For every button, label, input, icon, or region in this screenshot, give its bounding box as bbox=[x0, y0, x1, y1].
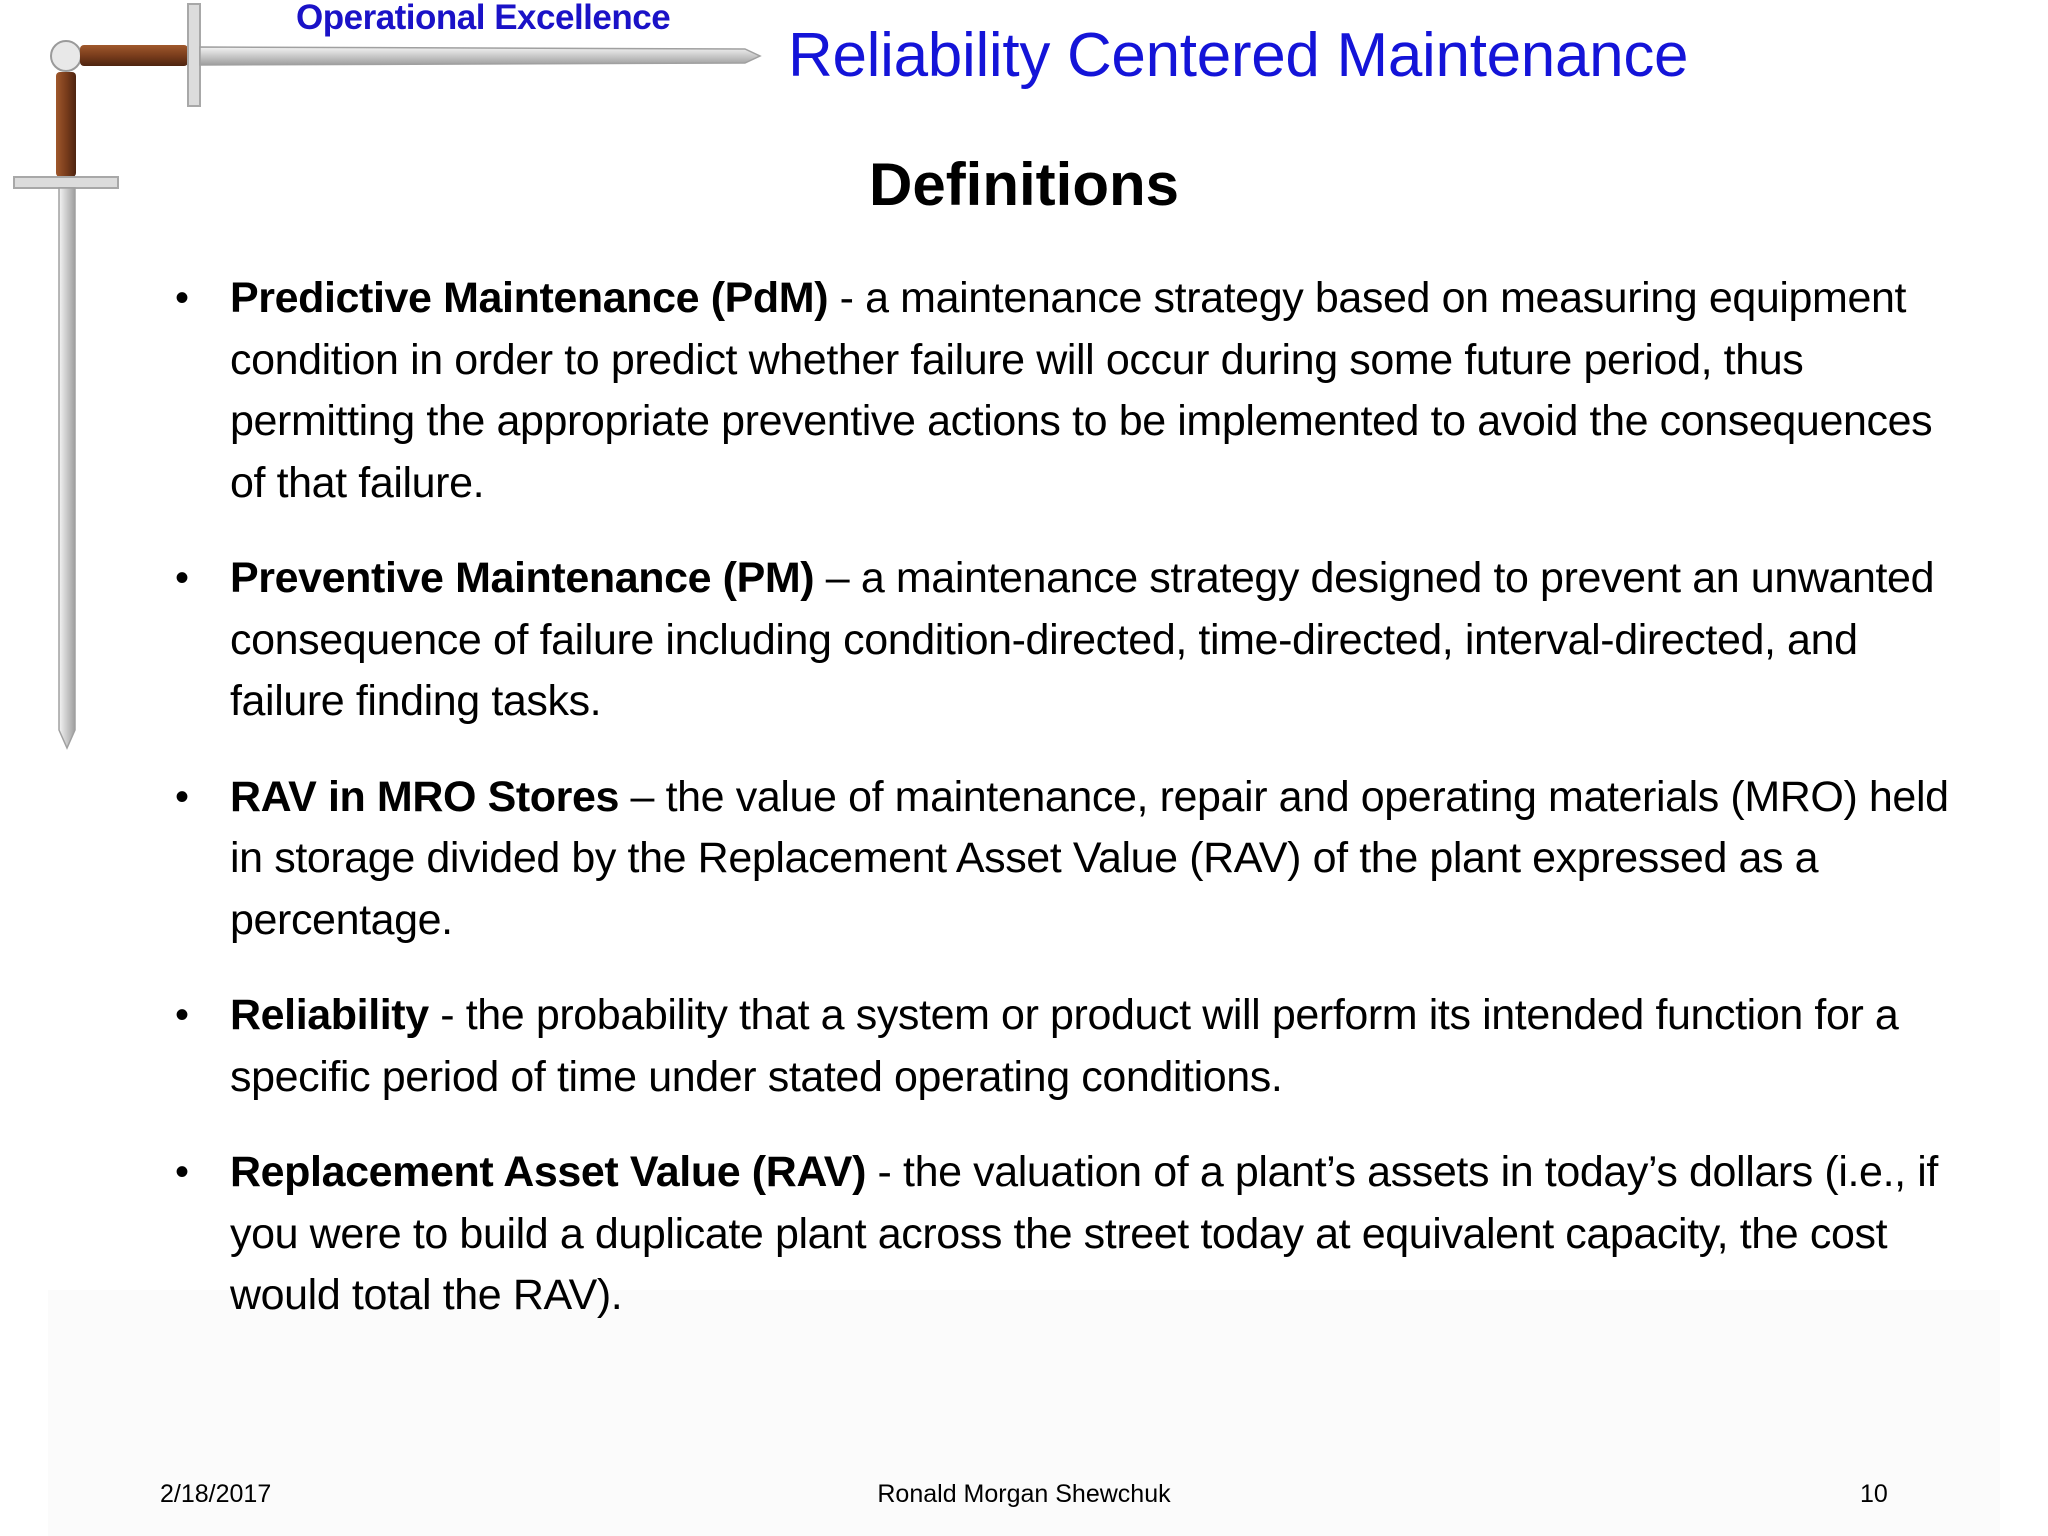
definition-item bbox=[170, 1142, 1970, 1327]
definition-term: Preventive Maintenance (PM) bbox=[230, 554, 815, 602]
definition-text: the value of maintenance, repair and operating materials (MRO) held in storage divided by the Replacement Asset Value (RAV) of the plant expressed as a percentage. bbox=[230, 772, 1949, 944]
bullet-icon: • bbox=[175, 774, 189, 819]
definition-item bbox=[170, 548, 1970, 733]
section-title: Definitions bbox=[869, 151, 1179, 218]
definition-separator: – bbox=[814, 554, 861, 602]
page-number: 10 bbox=[1860, 1480, 1888, 1508]
brand-label: Operational Excellence bbox=[296, 0, 671, 37]
bullet-icon: • bbox=[175, 1150, 189, 1194]
definition-text: the valuation of a plant’s assets in today’s dollars (i.e., if you were to build a duplicate plant across the street today at equivalent capacity, the cost would total the RAV). bbox=[230, 1148, 1938, 1319]
definition-item bbox=[170, 767, 1970, 952]
definition-separator: - bbox=[428, 991, 466, 1039]
definition-item bbox=[170, 985, 1970, 1108]
definition-text: the probability that a system or product will perform its intended function for a specific period of time under stated operating conditions. bbox=[230, 991, 1899, 1101]
definition-separator: - bbox=[866, 1148, 904, 1196]
page-title: Reliability Centered Maintenance bbox=[788, 21, 1689, 90]
definition-separator: – bbox=[619, 772, 666, 821]
definition-text: a maintenance strategy designed to prevent an unwanted consequence of failure including condition-directed, time-directed, interval-directed, and failure finding tasks. bbox=[230, 554, 1935, 725]
definition-term: Replacement Asset Value (RAV) bbox=[230, 1148, 867, 1196]
definition-term: Reliability bbox=[230, 991, 429, 1039]
definition-text: a maintenance strategy based on measuring equipment condition in order to predict whether failure will occur during some future period, thus permitting the appropriate preventive actions to be implemented to avoid the consequences of that failure. bbox=[230, 274, 1933, 507]
footer-date: 2/18/2017 bbox=[160, 1480, 272, 1508]
definition-term: RAV in MRO Stores bbox=[230, 772, 619, 821]
bullet-icon: • bbox=[175, 556, 189, 600]
definition-term: Predictive Maintenance (PdM) bbox=[230, 274, 829, 322]
footer-author: Ronald Morgan Shewchuk bbox=[877, 1480, 1171, 1508]
definitions-list bbox=[170, 268, 1970, 1361]
definition-item bbox=[170, 268, 1970, 514]
bullet-icon: • bbox=[175, 993, 189, 1037]
bullet-icon: • bbox=[175, 276, 189, 320]
definition-separator: - bbox=[828, 274, 866, 322]
